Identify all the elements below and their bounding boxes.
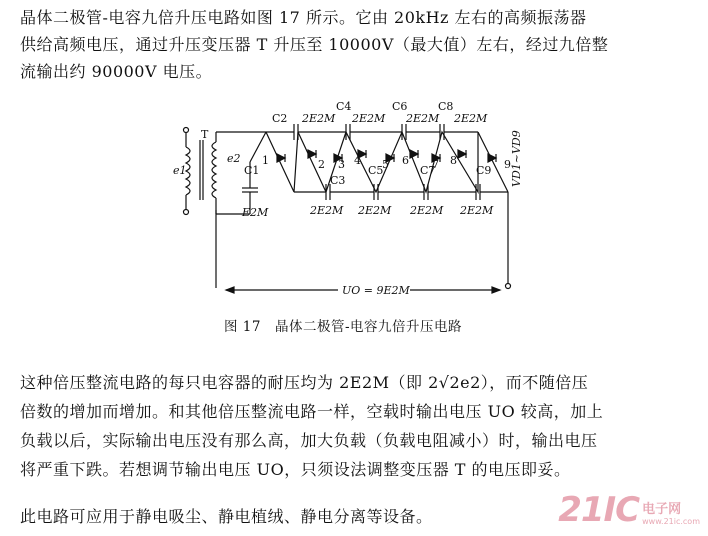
cap-rating: 2E2M — [406, 112, 440, 125]
cap-rating: 2E2M — [410, 204, 444, 217]
cap-rating: 2E2M — [352, 112, 386, 125]
diode-number: 8 — [450, 154, 457, 167]
secondary-label: e2 — [227, 152, 241, 165]
cap-label: C4 — [336, 100, 352, 113]
cap-label: C3 — [330, 174, 346, 187]
cap-rating: E2M — [242, 206, 269, 219]
diode-number: 1 — [262, 154, 269, 167]
cap-label: C5 — [368, 164, 384, 177]
diode-number: 5 — [382, 158, 389, 171]
cap-label: C9 — [476, 164, 492, 177]
cap-rating: 2E2M — [460, 204, 494, 217]
cap-rating: 2E2M — [310, 204, 344, 217]
cap-label: C2 — [272, 112, 288, 125]
transformer-label: T — [201, 128, 209, 141]
watermark-url: www.21ic.com — [642, 517, 700, 526]
cap-rating: 2E2M — [302, 112, 336, 125]
cap-label: C8 — [438, 100, 454, 113]
watermark-logo — [558, 490, 700, 530]
output-voltage-label: UO = 9E2M — [342, 284, 410, 297]
cap-label: C6 — [392, 100, 408, 113]
body-line: 负载以后，实际输出电压没有那么高，加大负载（负载电阻减小）时，输出电压 — [20, 431, 598, 450]
diode-number: 3 — [338, 158, 345, 171]
cap-rating: 2E2M — [358, 204, 392, 217]
intro-line: 晶体二极管-电容九倍升压电路如图 17 所示。它由 20kHz 左右的高频振荡器 — [20, 8, 587, 27]
body-line: 将严重下跌。若想调节输出电压 UO，只须设法调整变压器 T 的电压即妥。 — [20, 460, 571, 479]
diode-number: 9 — [504, 158, 511, 171]
primary-label: e1 — [173, 164, 187, 177]
watermark-cn: 电子网 — [642, 502, 682, 517]
figure-caption: 图 17 晶体二极管-电容九倍升压电路 — [224, 319, 463, 335]
transformer — [173, 128, 241, 215]
circuit-diagram — [170, 92, 530, 304]
diode-range-label: VD1~VD9 — [510, 130, 523, 187]
cap-label: C7 — [420, 164, 436, 177]
diode-number: 4 — [354, 154, 361, 167]
diode-number: 2 — [318, 158, 325, 171]
application-paragraph: 此电路可应用于静电吸尘、静电植绒、静电分离等设备。 — [20, 507, 433, 526]
watermark-brand: 21IC — [558, 490, 640, 530]
body-paragraph — [20, 368, 603, 484]
cap-label: C1 — [244, 164, 260, 177]
cap-rating: 2E2M — [454, 112, 488, 125]
body-line: 这种倍压整流电路的每只电容器的耐压均为 2E2M（即 2√2e2），而不随倍压 — [20, 373, 589, 392]
intro-line: 流输出约 90000V 电压。 — [20, 62, 213, 81]
intro-paragraph — [20, 4, 608, 85]
diode-number: 6 — [402, 154, 409, 167]
diode-number: 7 — [432, 158, 439, 171]
intro-line: 供给高频电压，通过升压变压器 T 升压至 10000V（最大值）左右，经过九倍整 — [20, 35, 609, 54]
body-line: 倍数的增加而增加。和其他倍压整流电路一样，空载时输出电压 UO 较高，加上 — [20, 402, 604, 421]
